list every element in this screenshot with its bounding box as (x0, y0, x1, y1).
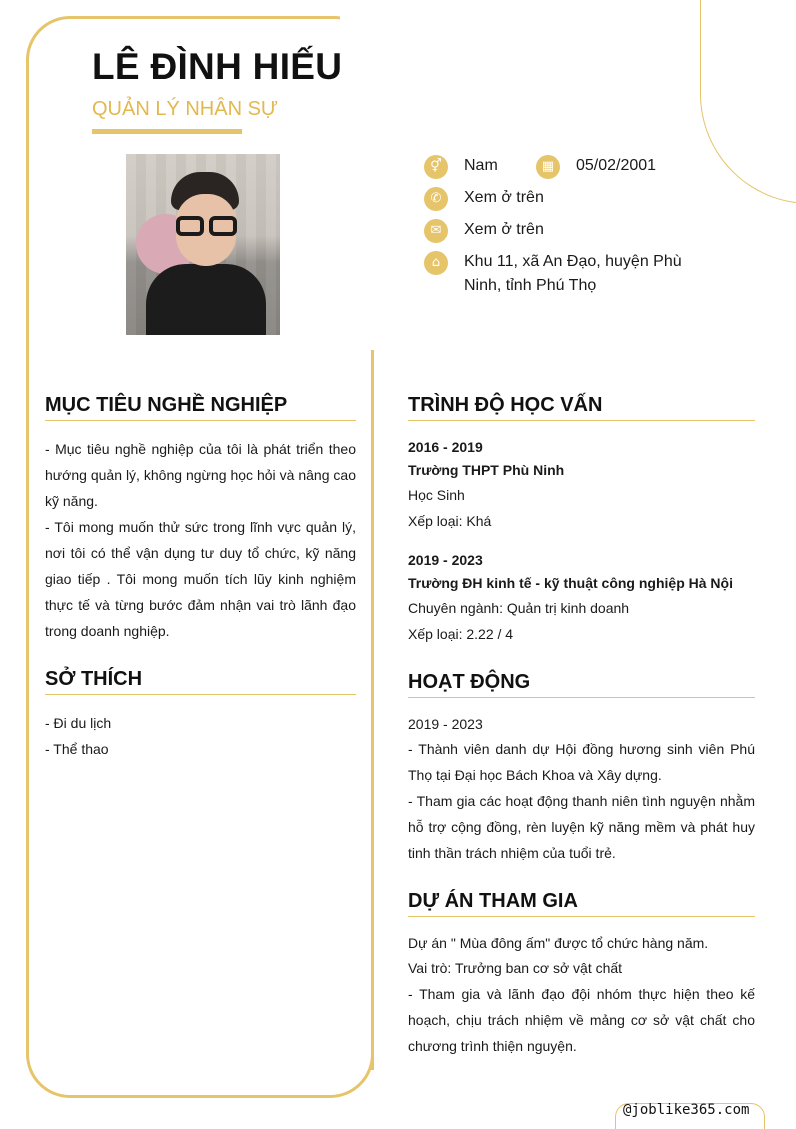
project-line: Dự án " Mùa đông ấm" được tổ chức hàng năm. (408, 935, 709, 951)
education-school: Trường ĐH kinh tế - kỹ thuật công nghiệp Hà Nội (408, 575, 733, 591)
birthday-value: 05/02/2001 (576, 157, 657, 174)
career-goal-para2: - Tôi mong muốn thử sức trong lĩnh vực quản lý, nơi tôi có thể vận dụng tư duy tổ chức, kỹ năng giao tiếp . Tôi mong muốn tích lũy kinh nghiệm thực tế và từng bước đảm nhận vai trò lãnh đạo trong doanh nghiệp. (45, 519, 356, 639)
title-underline (92, 129, 242, 134)
activities-para2: - Tham gia các hoạt động thanh niên tình nguyện nhằm hỗ trợ cộng đồng, rèn luyện kỹ năng mềm và phát huy tinh thần trách nhiệm của tuổi trẻ. (408, 793, 755, 861)
education-heading: TRÌNH ĐỘ HỌC VẤN (408, 394, 603, 416)
candidate-name: LÊ ĐÌNH HIẾU (92, 46, 343, 87)
project-role: Vai trò: Trưởng ban cơ sở vật chất (408, 960, 623, 976)
address-line2: Ninh, tỉnh Phú Thọ (464, 277, 597, 294)
activities-years: 2019 - 2023 (408, 716, 483, 732)
activities-heading: HOẠT ĐỘNG (408, 671, 531, 693)
education-years: 2019 - 2023 (408, 552, 483, 568)
corner-decoration (700, 0, 796, 204)
calendar-icon: ▦ (536, 155, 560, 179)
project-para: - Tham gia và lãnh đạo đội nhóm thực hiện theo kế hoạch, chịu trách nhiệm về mảng cơ sở vật chất cho chương trình thiện nguyện. (408, 986, 755, 1054)
home-icon: ⌂ (424, 251, 448, 275)
phone-value: Xem ở trên (464, 189, 544, 206)
activities-para1: - Thành viên danh dự Hội đồng hương sinh viên Phú Thọ tại Đại học Bách Khoa và Xây dựng. (408, 741, 755, 783)
activities-rule (408, 697, 755, 698)
education-detail: Học Sinh (408, 487, 465, 503)
hobbies-heading: SỞ THÍCH (45, 668, 143, 690)
email-value: Xem ở trên (464, 221, 544, 238)
candidate-position: QUẢN LÝ NHÂN SỰ (92, 98, 279, 120)
education-school: Trường THPT Phù Ninh (408, 462, 565, 478)
education-detail: Chuyên ngành: Quản trị kinh doanh (408, 600, 630, 616)
email-icon: ✉ (424, 219, 448, 243)
projects-rule (408, 916, 755, 917)
career-goal-para1: - Mục tiêu nghề nghiệp của tôi là phát triển theo hướng quản lý, không ngừng học hỏi và nâng cao kỹ năng. (45, 441, 356, 509)
career-goal-heading: MỤC TIÊU NGHỀ NGHIỆP (45, 394, 288, 416)
education-years: 2016 - 2019 (408, 439, 483, 455)
hobby-item: - Đi du lịch (45, 715, 112, 731)
footer-watermark: @joblike365.com (623, 1102, 750, 1118)
address-line1: Khu 11, xã An Đạo, huyện Phù (464, 253, 682, 270)
phone-icon: ✆ (424, 187, 448, 211)
projects-heading: DỰ ÁN THAM GIA (408, 890, 578, 912)
education-rule (408, 420, 755, 421)
education-grade: Xếp loại: Khá (408, 513, 492, 529)
frame-mask (340, 14, 380, 350)
frame-right-line (371, 350, 374, 1070)
profile-photo (126, 154, 280, 335)
career-goal-rule (45, 420, 356, 421)
gender-icon: ⚥ (424, 155, 448, 179)
gender-value: Nam (464, 157, 498, 174)
education-grade: Xếp loại: 2.22 / 4 (408, 626, 514, 642)
hobbies-rule (45, 694, 356, 695)
hobby-item: - Thể thao (45, 741, 109, 757)
